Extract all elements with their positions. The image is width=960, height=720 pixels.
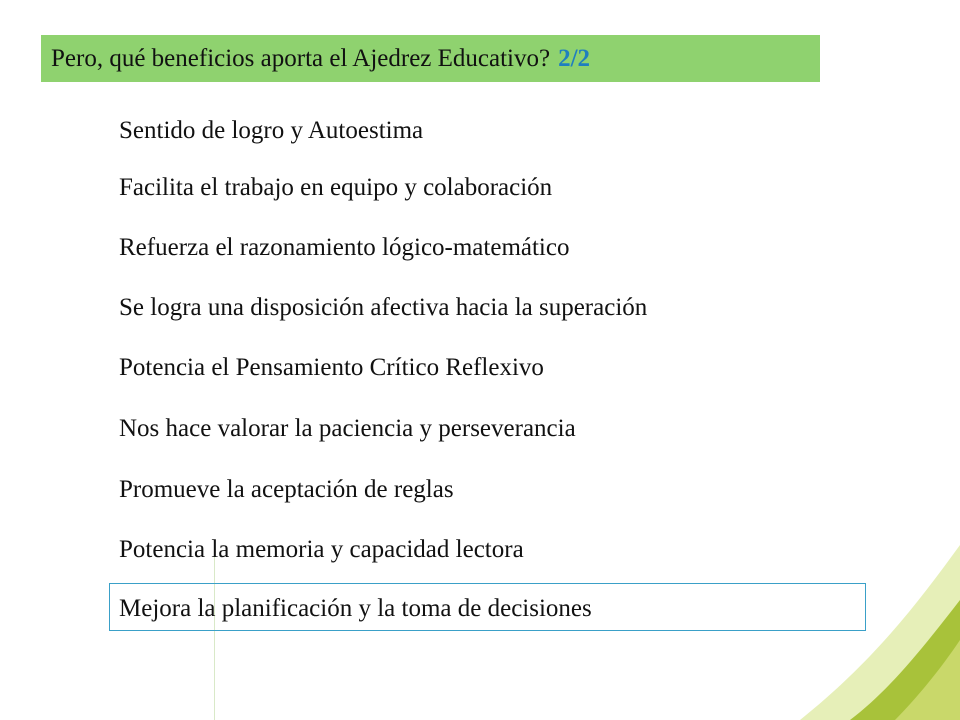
benefit-item: Refuerza el razonamiento lógico-matemático — [119, 234, 570, 261]
benefit-item: Promueve la aceptación de reglas — [119, 476, 454, 503]
benefit-item: Potencia el Pensamiento Crítico Reflexivo — [119, 354, 544, 381]
benefit-item: Nos hace valorar la paciencia y perseverancia — [119, 415, 576, 442]
benefit-item: Potencia la memoria y capacidad lectora — [119, 536, 524, 563]
benefit-item: Facilita el trabajo en equipo y colaboración — [119, 174, 553, 201]
slide-page-number: 2/2 — [558, 44, 591, 72]
benefit-item: Se logra una disposición afectiva hacia la superación — [119, 294, 648, 321]
slide-title: Pero, qué beneficios aporta el Ajedrez Educativo? — [51, 44, 551, 72]
benefit-item-highlighted: Mejora la planificación y la toma de decisiones — [119, 595, 592, 622]
benefit-item: Sentido de logro y Autoestima — [119, 117, 424, 144]
slide-title-bar — [41, 35, 820, 82]
